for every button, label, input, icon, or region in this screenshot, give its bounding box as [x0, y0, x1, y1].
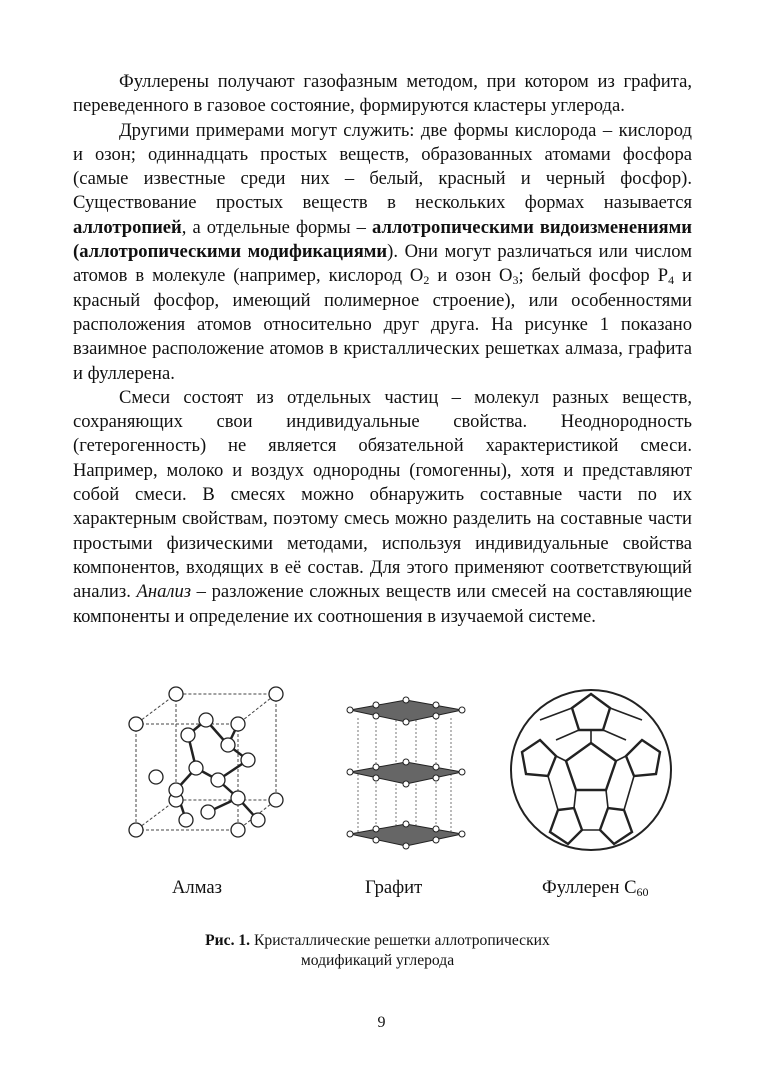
figure-crystal-lattices [118, 680, 678, 862]
figure-number: Рис. 1. [205, 932, 251, 949]
paragraph-text: ). Они могут различаться или числом атомов в молекуле (например, кислород O [73, 241, 692, 287]
paragraph-fullerenes [73, 70, 692, 119]
diamond-lattice-image [118, 680, 298, 862]
paragraph-mixtures [73, 386, 692, 629]
paragraph-text: Другими примерами могут служить: две формы кислорода – кислород и озон; одиннадцать простых веществ, образованных атомами фосфора (самые известные среди них – белый, красный и черный фосфор). Существование простых веществ в нескольких формах называется [73, 119, 692, 214]
paragraph-allotropy [73, 119, 692, 386]
subscript: 2 [423, 273, 430, 288]
term-allotropy: аллотропией [73, 216, 182, 238]
figure-caption [150, 931, 605, 971]
label-graphite: Графит [365, 877, 423, 898]
paragraph-text: Фуллерены получают газофазным методом, при котором из графита, переведенного в газовое состояние, формируются кластеры углерода. [73, 71, 692, 117]
subscript: 4 [668, 273, 675, 288]
paragraph-text: и красный фосфор, имеющий полимерное строение), или особенностями расположения атомов относительно друг друга. На рисунке 1 показано взаимное расположение атомов в кристаллических решетках алмаза, графита и фуллерена. [73, 265, 692, 384]
body-text [73, 70, 692, 629]
caption-text: модификаций углерода [300, 952, 455, 969]
paragraph-text: , а отдельные формы – [181, 216, 372, 238]
graphite-lattice-image [346, 680, 466, 862]
label-diamond: Алмаз [172, 877, 222, 898]
term-allotropic-variants: аллотропическими видоизменениями [371, 216, 692, 238]
paragraph-text: ( [73, 241, 80, 263]
paragraph-text: и озон O [429, 265, 513, 287]
term-allotropic-modifications: аллотропическими модификациями [79, 241, 388, 263]
paragraph-text: ; белый фосфор P [518, 265, 669, 287]
page-number: 9 [377, 1014, 386, 1031]
fullerene-c60-image [506, 680, 676, 862]
label-fullerene: Фуллерен $C_{60}$ [542, 877, 649, 899]
subscript: 3 [512, 273, 519, 288]
paragraph-text: – разложение сложных веществ или смесей на составляющие компоненты и определение их соотношения в изучаемой системе. [73, 581, 692, 627]
paragraph-text: Смеси состоят из отдельных частиц – молекул разных веществ, сохраняющих свои индивидуальные свойства. Неоднородность (гетерогенность) не является обязательной характеристикой смеси. Например, молоко и воздух однородны (гомогенны), хотя и представляют собой смеси. В смесях можно обнаружить составные части по их характерным свойствам, поэтому смесь можно разделить на составные части простыми физическими методами, используя индивидуальные свойства компонентов, входящих в её состав. Для этого применяют соответствующий анализ. [73, 386, 692, 603]
caption-text: Кристаллические решетки аллотропических [250, 932, 550, 949]
term-analysis: Анализ [136, 581, 192, 603]
